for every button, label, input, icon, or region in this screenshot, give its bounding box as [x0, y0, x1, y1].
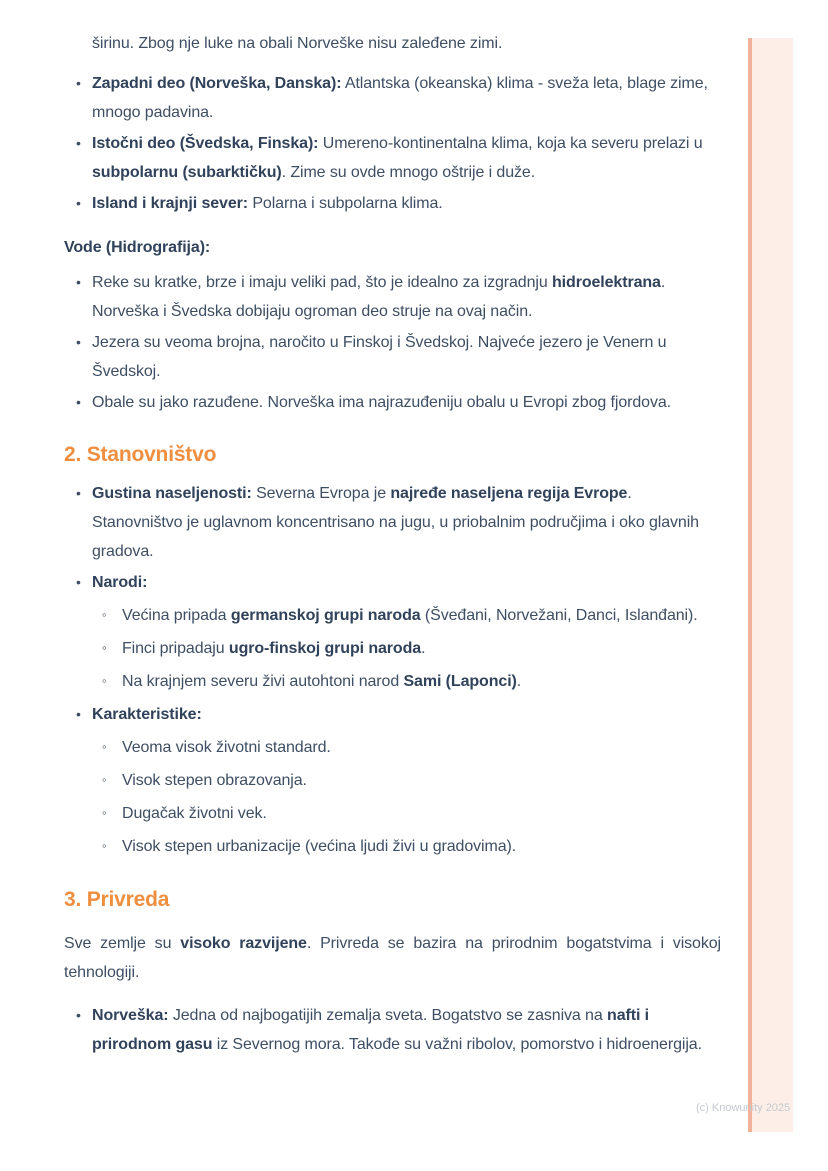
- text-segment: (Šveđani, Norvežani, Danci, Islanđani).: [420, 607, 698, 624]
- economy-list: [64, 1001, 721, 1059]
- list-item: [64, 129, 721, 187]
- text-segment: Jezera su veoma brojna, naročito u Finskoj i Švedskoj. Najveće jezero je Venern u Švedskoj.: [92, 334, 667, 380]
- sub-list-item: [92, 832, 721, 861]
- text-segment: . Zime su ovde mnogo oštrije i duže.: [281, 164, 536, 181]
- population-list: [64, 479, 721, 861]
- text-segment: Island i krajnji sever:: [92, 195, 248, 212]
- text-segment: Severna Evropa je: [251, 485, 391, 502]
- list-item-text: [92, 700, 721, 861]
- text-segment: . Stanovništvo je uglavnom koncentrisano na jugu, u priobalnim područjima i oko glavnih gradova.: [92, 485, 699, 560]
- text-segment: Gustina naseljenosti:: [92, 485, 252, 502]
- page-edge-stripe: [748, 38, 793, 1132]
- subsection-heading-vode: Vode (Hidrografija):: [64, 239, 211, 256]
- list-item: [64, 388, 721, 417]
- copyright-footer: (c) Knowunity 2025: [696, 1102, 791, 1114]
- text-segment: ugro-finskoj grupi naroda: [228, 640, 422, 657]
- list-item-text: [92, 129, 721, 187]
- list-item: [64, 328, 721, 386]
- circle-bullet-icon: ◦: [102, 772, 107, 787]
- list-item-text: [122, 733, 721, 762]
- circle-bullet-icon: ◦: [102, 607, 107, 622]
- list-item: [64, 479, 721, 566]
- hydro-list: [64, 268, 721, 417]
- text-segment: Obale su jako razuđene. Norveška ima najrazuđeniju obalu u Evropi zbog fjordova.: [92, 394, 672, 411]
- text-segment: Na krajnjem severu živi autohtoni narod: [122, 673, 404, 690]
- economy-paragraph: [64, 929, 721, 987]
- circle-bullet-icon: ◦: [102, 805, 107, 820]
- text-segment: Narodi:: [92, 574, 148, 591]
- text-segment: najređe naseljena regija Evrope: [390, 485, 628, 502]
- circle-bullet-icon: ◦: [102, 838, 107, 853]
- text-segment: Visok stepen obrazovanja.: [122, 772, 307, 789]
- bullet-icon: •: [76, 274, 81, 290]
- paragraph-continuation: širinu. Zbog nje luke na obali Norveške nisu zaleđene zimi.: [92, 35, 503, 52]
- text-segment: Dugačak životni vek.: [122, 805, 267, 822]
- list-item: [64, 189, 721, 218]
- text-segment: subpolarnu (subarktičku): [92, 164, 282, 181]
- list-item-text: [92, 388, 721, 417]
- text-segment: Visok stepen urbanizacije (većina ljudi živi u gradovima).: [122, 838, 517, 855]
- bullet-icon: •: [76, 706, 81, 722]
- bullet-icon: •: [76, 485, 81, 501]
- text-segment: nafti i prirodnom gasu: [92, 1007, 649, 1053]
- text-segment: Veoma visok životni standard.: [122, 739, 331, 756]
- document-content: [64, 29, 721, 1061]
- narodi-sublist: [92, 601, 721, 696]
- text-segment: Polarna i subpolarna klima.: [248, 195, 443, 212]
- bullet-icon: •: [76, 334, 81, 350]
- text-segment: Norveška:: [92, 1007, 169, 1024]
- text-segment: Umereno-kontinentalna klima, koja ka severu prelazi u: [318, 135, 703, 152]
- list-item: [64, 700, 721, 861]
- sub-list-item: [92, 733, 721, 762]
- list-item: [64, 568, 721, 696]
- text-segment: .: [516, 673, 522, 690]
- list-item-text: [122, 832, 721, 861]
- circle-bullet-icon: ◦: [102, 739, 107, 754]
- list-item-text: [92, 1001, 721, 1059]
- bullet-icon: •: [76, 574, 81, 590]
- list-item-text: [92, 268, 721, 326]
- list-item-text: [92, 479, 721, 566]
- text-segment: . Norveška i Švedska dobijaju ogroman deo struje na ovaj način.: [92, 274, 666, 320]
- sub-list-item: [92, 799, 721, 828]
- list-item-text: [122, 634, 721, 663]
- sub-list-item: [92, 766, 721, 795]
- list-item-text: [122, 799, 721, 828]
- text-segment: germanskoj grupi naroda: [230, 607, 421, 624]
- text-segment: Atlantska (okeanska) klima - sveža leta, blage zime, mnogo padavina.: [92, 75, 708, 121]
- text-segment: Zapadni deo (Norveška, Danska):: [92, 75, 342, 92]
- list-item: [64, 1001, 721, 1059]
- circle-bullet-icon: ◦: [102, 640, 107, 655]
- bullet-icon: •: [76, 394, 81, 410]
- text-segment: iz Severnog mora. Takođe su važni ribolov, pomorstvo i hidroenergija.: [212, 1036, 702, 1053]
- section-heading-stanovnistvo: 2. Stanovništvo: [64, 443, 217, 466]
- list-item: [64, 69, 721, 127]
- climate-list: [64, 69, 721, 218]
- bullet-icon: •: [76, 1007, 81, 1023]
- section-heading-privreda: 3. Privreda: [64, 888, 170, 911]
- sub-list-item: [92, 601, 721, 630]
- list-item-text: [92, 328, 721, 386]
- text-segment: Većina pripada: [122, 607, 231, 624]
- text-segment: Sve zemlje su: [64, 935, 181, 952]
- bullet-icon: •: [76, 75, 81, 91]
- text-segment: Finci pripadaju: [122, 640, 229, 657]
- text-segment: . Privreda se bazira na prirodnim bogatstvima i visokoj tehnologiji.: [64, 935, 721, 981]
- text-segment: .: [421, 640, 426, 657]
- text-segment: hidroelektrana: [552, 274, 661, 291]
- list-item-text: [122, 766, 721, 795]
- list-item: [64, 268, 721, 326]
- text-segment: Jedna od najbogatijih zemalja sveta. Bogatstvo se zasniva na: [168, 1007, 608, 1024]
- text-segment: Karakteristike:: [92, 706, 202, 723]
- list-item-text: [122, 601, 721, 630]
- circle-bullet-icon: ◦: [102, 673, 107, 688]
- karakteristike-sublist: [92, 733, 721, 861]
- bullet-icon: •: [76, 135, 81, 151]
- sub-list-item: [92, 667, 721, 696]
- list-item-text: [92, 69, 721, 127]
- sub-list-item: [92, 634, 721, 663]
- list-item-text: [122, 667, 721, 696]
- text-segment: Sami (Laponci): [403, 673, 517, 690]
- list-item-text: [92, 189, 721, 218]
- list-item-text: [92, 568, 721, 696]
- bullet-icon: •: [76, 195, 81, 211]
- text-segment: visoko razvijene: [180, 935, 307, 952]
- text-segment: Reke su kratke, brze i imaju veliki pad, što je idealno za izgradnju: [92, 274, 552, 291]
- text-segment: Istočni deo (Švedska, Finska):: [92, 135, 319, 152]
